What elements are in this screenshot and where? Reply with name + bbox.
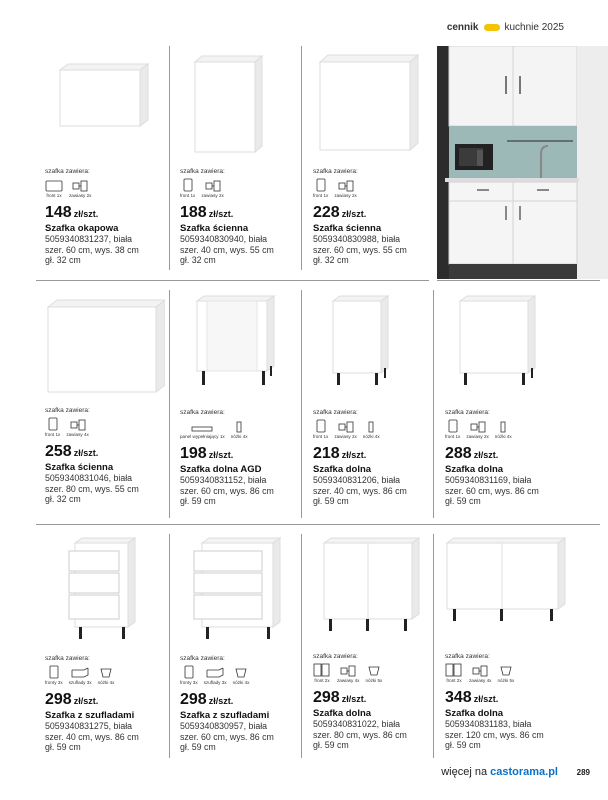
contains-label: szafka zawiera: [180, 655, 225, 662]
product-name: Szafka ścienna [45, 462, 114, 473]
hinge-icon [339, 665, 357, 677]
price: 228 zł/szt. [313, 204, 367, 221]
hinge-icon [69, 419, 87, 431]
product-depth: gł. 59 cm [313, 740, 349, 750]
product-code: 5059340831237, biała [45, 234, 133, 244]
product-image [455, 295, 540, 392]
grid-divider [433, 534, 434, 758]
contains-label: szafka zawiera: [45, 168, 90, 175]
product-name: Szafka z szufladami [45, 710, 135, 721]
price: 218 zł/szt. [313, 445, 367, 462]
product-depth: gł. 32 cm [180, 255, 216, 265]
hinge-icon [337, 180, 355, 192]
product-dims: szer. 60 cm, wys. 86 cm [180, 485, 274, 496]
contents-icons: front 1x zawiasy 2x [45, 178, 139, 198]
product-code: 5059340831183, biała [445, 719, 532, 729]
contains-label: szafka zawiera: [180, 409, 225, 416]
product-code: 5059340831206, biała [313, 475, 401, 485]
grid-divider [169, 46, 170, 270]
contents-icons: front 1x zawiasy 2x nóżki 4x [445, 419, 539, 439]
contains-label: szafka zawiera: [313, 168, 358, 175]
front-icon [315, 419, 327, 433]
grid-divider [433, 290, 434, 518]
grid-divider [36, 524, 600, 525]
product-depth: gł. 32 cm [45, 255, 81, 265]
price: 188 zł/szt. [180, 204, 234, 221]
product-code: 5059340830957, biała [180, 721, 268, 731]
price: 348 zł/szt. [445, 689, 499, 706]
product-depth: gł. 59 cm [313, 496, 349, 506]
price: 298 zł/szt. [180, 691, 234, 708]
product-image [45, 297, 165, 402]
footer-prefix: więcej na [441, 766, 488, 778]
product-depth: gł. 32 cm [45, 494, 81, 504]
product-name: Szafka z szufladami [180, 710, 270, 721]
front-icon [47, 417, 59, 431]
leg-icon [498, 421, 508, 433]
product-dims: szer. 60 cm, wys. 86 cm [180, 731, 274, 742]
grid-divider [36, 280, 429, 281]
product-image [319, 537, 424, 642]
hinge-icon [469, 421, 487, 433]
product-image [192, 537, 287, 647]
contents-icons: front 1x zawiasy 2x [180, 178, 274, 198]
header-title: kuchnie 2025 [504, 22, 564, 33]
grid-divider [437, 280, 600, 281]
product-image [328, 295, 398, 392]
footer-link[interactable] [441, 766, 558, 778]
contents-icons: panel wypełniający 1x nóżki 4x [180, 419, 274, 439]
panel-icon [191, 425, 213, 433]
leg-icon [499, 665, 513, 677]
front-icon [183, 665, 195, 679]
footer-brand-link[interactable]: castorama.pl [490, 766, 558, 778]
front-icon [445, 663, 463, 677]
product-name: Szafka dolna [313, 708, 372, 719]
product-name: Szafka dolna [313, 464, 372, 475]
hinge-icon [471, 665, 489, 677]
grid-divider [169, 534, 170, 758]
price: 258 zł/szt. [45, 443, 99, 460]
leg-icon [99, 667, 113, 679]
product-image [192, 295, 282, 392]
kitchen-photo [437, 46, 608, 279]
front-icon [182, 178, 194, 192]
product-depth: gł. 59 cm [445, 496, 481, 506]
contents-icons: fronty 3x szuflady 3x nóżki 4x [45, 665, 139, 685]
product-image [190, 54, 270, 164]
product-code: 5059340831152, biała [180, 475, 267, 485]
contains-label: szafka zawiera: [45, 407, 90, 414]
price: 148 zł/szt. [45, 204, 99, 221]
product-depth: gł. 59 cm [45, 742, 81, 752]
contents-icons: fronty 3x szuflady 3x nóżki 4x [180, 665, 274, 685]
price: 298 zł/szt. [313, 689, 367, 706]
product-code: 5059340830988, biała [313, 234, 401, 244]
product-image [445, 537, 567, 642]
price: 298 zł/szt. [45, 691, 99, 708]
product-depth: gł. 59 cm [180, 742, 216, 752]
contains-label: szafka zawiera: [45, 655, 90, 662]
product-dims: szer. 80 cm, wys. 55 cm [45, 483, 139, 494]
grid-divider [301, 290, 302, 518]
price: 198 zł/szt. [180, 445, 234, 462]
front-icon [48, 665, 60, 679]
product-code: 5059340831275, biała [45, 721, 133, 731]
grid-divider [169, 290, 170, 518]
product-depth: gł. 59 cm [180, 496, 216, 506]
product-code: 5059340830940, biała [180, 234, 268, 244]
product-name: Szafka ścienna [313, 223, 382, 234]
product-dims: szer. 40 cm, wys. 86 cm [313, 485, 407, 496]
leg-icon [234, 667, 248, 679]
contents-icons: front 1x zawiasy 2x nóżki 4x [313, 419, 407, 439]
product-dims: szer. 40 cm, wys. 86 cm [45, 731, 139, 742]
front-icon [313, 663, 331, 677]
product-dims: szer. 120 cm, wys. 86 cm [445, 729, 544, 740]
contains-label: szafka zawiera: [313, 653, 358, 660]
product-code: 5059340831022, biała [313, 719, 401, 729]
contents-icons: front 1x zawiasy 4x [45, 417, 139, 437]
product-name: Szafka okapowa [45, 223, 119, 234]
product-dims: szer. 40 cm, wys. 55 cm [180, 244, 274, 255]
product-dims: szer. 60 cm, wys. 86 cm [445, 485, 539, 496]
hinge-icon [71, 180, 89, 192]
front-icon [315, 178, 327, 192]
page-number: 289 [576, 768, 590, 777]
front-icon [447, 419, 459, 433]
hinge-icon [337, 421, 355, 433]
product-name: Szafka dolna [445, 464, 504, 475]
header-pill-icon [484, 24, 500, 31]
leg-icon [234, 421, 244, 433]
drawer-icon [205, 667, 225, 679]
contains-label: szafka zawiera: [180, 168, 225, 175]
contents-icons: front 2x zawiasy 4x nóżki 5x [445, 663, 544, 683]
product-image [67, 537, 142, 647]
product-image [315, 52, 423, 162]
contains-label: szafka zawiera: [313, 409, 358, 416]
drawer-icon [70, 667, 90, 679]
front-icon [45, 180, 63, 192]
contents-icons: front 1x zawiasy 2x [313, 178, 407, 198]
product-dims: szer. 60 cm, wys. 55 cm [313, 244, 407, 255]
product-code: 5059340831169, biała [445, 475, 532, 485]
contains-label: szafka zawiera: [445, 409, 490, 416]
product-depth: gł. 32 cm [313, 255, 349, 265]
product-name: Szafka ścienna [180, 223, 249, 234]
leg-icon [366, 421, 376, 433]
price: 288 zł/szt. [445, 445, 499, 462]
product-code: 5059340831046, biała [45, 473, 133, 483]
header-section: cennik [446, 22, 479, 33]
product-name: Szafka dolna AGD [180, 464, 262, 475]
grid-divider [301, 534, 302, 758]
product-name: Szafka dolna [445, 708, 504, 719]
hinge-icon [204, 180, 222, 192]
contents-icons: front 2x zawiasy 4x nóżki 5x [313, 663, 407, 683]
product-depth: gł. 59 cm [445, 740, 481, 750]
product-image [53, 62, 153, 142]
grid-divider [301, 46, 302, 270]
product-dims: szer. 60 cm, wys. 38 cm [45, 244, 139, 255]
product-dims: szer. 80 cm, wys. 86 cm [313, 729, 407, 740]
page-header [447, 22, 564, 33]
leg-icon [367, 665, 381, 677]
contains-label: szafka zawiera: [445, 653, 490, 660]
